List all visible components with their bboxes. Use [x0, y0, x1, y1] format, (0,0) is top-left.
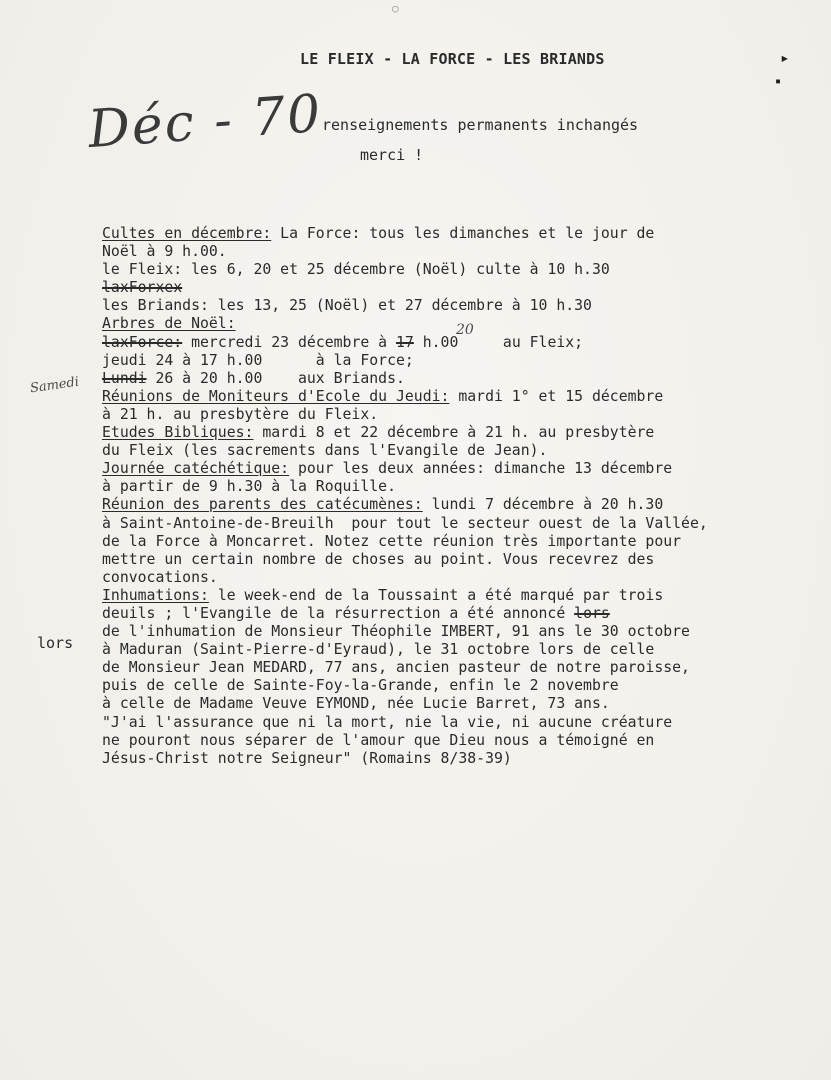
text-line: Réunions de Moniteurs d'Ecole du Jeudi: mardi 1° et 15 décembre: [102, 387, 664, 405]
text-line: [102, 315, 831, 333]
text-line: de la Force à Moncarret. Notez cette réunion très importante pour: [102, 532, 682, 550]
struck-text: laxForxex: [102, 279, 183, 297]
text-line: [102, 279, 831, 297]
text-line: mettre un certain nombre de choses au point. Vous recevrez des: [102, 550, 655, 568]
struck-text: 17: [396, 333, 414, 351]
text-line: à 21 h. au presbytère du Fleix.: [102, 405, 379, 423]
subtitle-line-2: merci !: [360, 146, 424, 164]
struck-text: Lundi: [102, 369, 147, 387]
text-line: le Fleix: les 6, 20 et 25 décembre (Noël) culte à 10 h.30: [102, 261, 610, 279]
text-line: convocations.: [102, 568, 218, 586]
text-line: deuils ; l'Evangile de la résurrection a été annoncé lors: [102, 604, 610, 622]
ink-mark: ▸: [780, 48, 790, 67]
text-line: de Monsieur Jean MEDARD, 77 ans, ancien pasteur de notre paroisse,: [102, 659, 690, 677]
heading-cultes: Cultes en décembre:: [102, 225, 272, 242]
heading-etudes-bibliques: Etudes Bibliques:: [102, 424, 254, 442]
heading-reunion-parents: Réunion des parents des catécumènes:: [102, 496, 423, 514]
text-line: de l'inhumation de Monsieur Théophile IMBERT, 91 ans le 30 octobre: [102, 623, 690, 641]
text-line: puis de celle de Sainte-Foy-la-Grande, enfin le 2 novembre: [102, 677, 619, 695]
ink-mark: ▪: [775, 76, 782, 87]
margin-note-20: 20: [456, 322, 474, 338]
heading-inhumations: Inhumations:: [102, 586, 209, 604]
text-line: Inhumations: le week-end de la Toussaint a été marqué par trois: [102, 586, 664, 604]
text-line: à partir de 9 h.30 à la Roquille.: [102, 478, 396, 496]
heading-reunions-moniteurs: Réunions de Moniteurs d'Ecole du Jeudi:: [102, 387, 450, 405]
margin-note-lors: lors: [37, 634, 74, 652]
text-line: ne pouront nous séparer de l'amour que Dieu nous a témoigné en: [102, 731, 655, 749]
text-line: à Maduran (Saint-Pierre-d'Eyraud), le 31 octobre lors de celle: [102, 641, 655, 659]
struck-text: lors: [574, 604, 610, 622]
subtitle-line-1: renseignements permanents inchangés: [322, 116, 639, 134]
margin-note-samedi: Samedi: [29, 374, 80, 397]
text-line: Lundi 26 à 20 h.00 aux Briands.: [102, 369, 405, 387]
text-line: jeudi 24 à 17 h.00 à la Force;: [102, 351, 414, 369]
text-line: Cultes en décembre: La Force: tous les dimanches et le jour de: [102, 225, 655, 242]
handwritten-date: Déc - 70: [86, 83, 325, 161]
text-line: "J'ai l'assurance que ni la mort, nie la vie, ni aucune créature: [102, 713, 673, 731]
ink-mark: ○: [392, 2, 399, 15]
text-line: à Saint-Antoine-de-Breuilh pour tout le secteur ouest de la Vallée,: [102, 514, 708, 532]
heading-journee-catechetique: Journée catéchétique:: [102, 460, 290, 478]
document-body: [102, 225, 831, 768]
document-title: LE FLEIX - LA FORCE - LES BRIANDS: [300, 50, 605, 68]
text-line: Etudes Bibliques: mardi 8 et 22 décembre à 21 h. au presbytère: [102, 424, 655, 442]
text-line: Journée catéchétique: pour les deux années: dimanche 13 décembre: [102, 460, 673, 478]
text-line: Noël à 9 h.00.: [102, 243, 227, 261]
text-line: les Briands: les 13, 25 (Noël) et 27 décembre à 10 h.30: [102, 297, 592, 315]
text-line: Réunion des parents des catécumènes: lundi 7 décembre à 20 h.30: [102, 496, 664, 514]
text-line: Jésus-Christ notre Seigneur" (Romains 8/38-39): [102, 749, 512, 767]
text-line: du Fleix (les sacrements dans l'Evangile de Jean).: [102, 442, 548, 460]
struck-text: laxForce:: [102, 333, 183, 351]
heading-arbres: Arbres de Noël:: [102, 315, 236, 333]
text-line: laxForce: mercredi 23 décembre à 17 h.00 au Fleix;: [102, 333, 584, 351]
text-line: à celle de Madame Veuve EYMOND, née Lucie Barret, 73 ans.: [102, 695, 610, 713]
